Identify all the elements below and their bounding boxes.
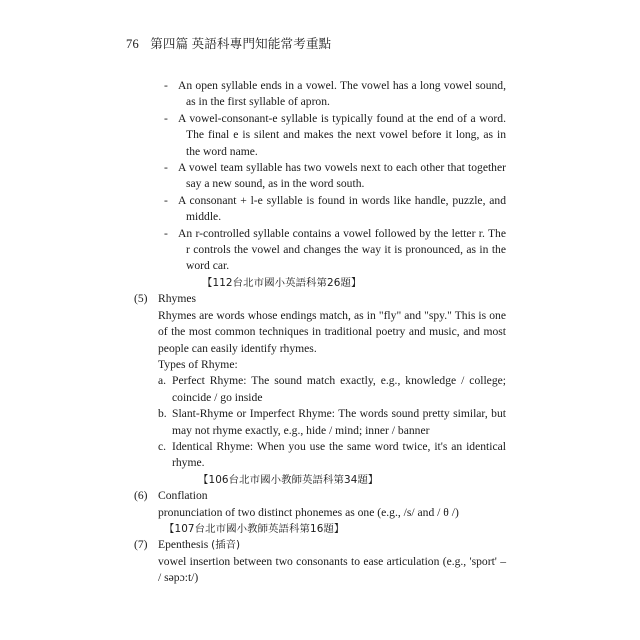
conflation-text: pronunciation of two distinct phonemes as one (e.g., /s/ and / θ /): [158, 505, 459, 519]
list-item: [164, 226, 506, 275]
bullet-dash: -: [164, 111, 168, 125]
section-epenthesis: [134, 537, 506, 586]
list-item: [164, 111, 506, 160]
list-item-text: A vowel team syllable has two vowels next to each other that together say a new sound, as in the word south.: [178, 161, 506, 191]
list-item-text: A consonant + l-e syllable is found in words like handle, puzzle, and middle.: [178, 193, 506, 224]
page-number: 76: [126, 37, 139, 51]
section-number: (5): [134, 292, 148, 306]
list-item: [158, 373, 506, 406]
list-item: [158, 406, 506, 439]
list-item: [164, 160, 506, 193]
rhyme-types-list: [158, 373, 506, 471]
item-text: Identical Rhyme: When you use the same word twice, it's an identical rhyme.: [172, 439, 506, 470]
bullet-dash: -: [164, 161, 168, 175]
item-letter: a.: [158, 374, 167, 388]
section-title: Conflation: [158, 489, 208, 503]
section-number: (6): [134, 489, 148, 503]
section-title: Epenthesis: [158, 538, 209, 552]
bullet-dash: -: [164, 79, 168, 92]
bullet-dash: -: [164, 226, 168, 240]
list-item: [158, 439, 506, 472]
item-letter: b.: [158, 407, 167, 421]
section-heading: [134, 537, 506, 553]
section-title-chinese: (插音): [211, 539, 241, 552]
section-conflation: [134, 488, 506, 537]
list-item-text: An r-controlled syllable contains a vowel followed by the letter r. The r controls the vowel and changes the way it is pronounced, as in the word car.: [178, 226, 506, 273]
types-label: Types of Rhyme:: [158, 357, 238, 371]
exam-source-tag: 【112台北市國小英語科第26題】: [202, 276, 362, 289]
list-item: [164, 193, 506, 226]
section-rhymes: [134, 291, 506, 488]
item-text: Slant-Rhyme or Imperfect Rhyme: The words sound pretty similar, but may not rhyme exactly, e.g., hide / mind; inner / banner: [172, 407, 506, 437]
list-item-text: An open syllable ends in a vowel. The vowel has a long vowel sound, as in the first syllable of apron.: [178, 79, 506, 109]
chapter-title: 第四篇 英語科專門知能常考重點: [150, 37, 332, 51]
list-item: [164, 78, 506, 111]
item-text: Perfect Rhyme: The sound match exactly, e.g., knowledge / college; coincide / go inside: [172, 374, 506, 404]
syllable-type-list: [164, 78, 506, 291]
exam-source-tag: 【107台北市國小教師英語科第16題】: [164, 522, 345, 535]
section-number: (7): [134, 538, 148, 552]
section-title: Rhymes: [158, 292, 197, 306]
rhymes-paragraph: Rhymes are words whose endings match, as in "fly" and "spy." This is one of the most common techniques in traditional poetry and music, and most people can easily identify rhymes.: [158, 308, 506, 355]
exam-source-tag: 【106台北市國小教師英語科第34題】: [198, 473, 379, 486]
list-item-text: A vowel-consonant-e syllable is typically found at the end of a word. The final e is silent and makes the next vowel before it long, as in the word name.: [178, 111, 506, 158]
epenthesis-text: vowel insertion between two consonants to ease articulation (e.g., 'sport' – / səpɔ:t/): [158, 554, 506, 585]
page-header: [126, 34, 331, 52]
section-heading: [134, 291, 506, 307]
section-heading: [134, 488, 506, 504]
bullet-dash: -: [164, 193, 168, 207]
item-letter: c.: [158, 439, 167, 453]
page-content: [134, 78, 506, 587]
